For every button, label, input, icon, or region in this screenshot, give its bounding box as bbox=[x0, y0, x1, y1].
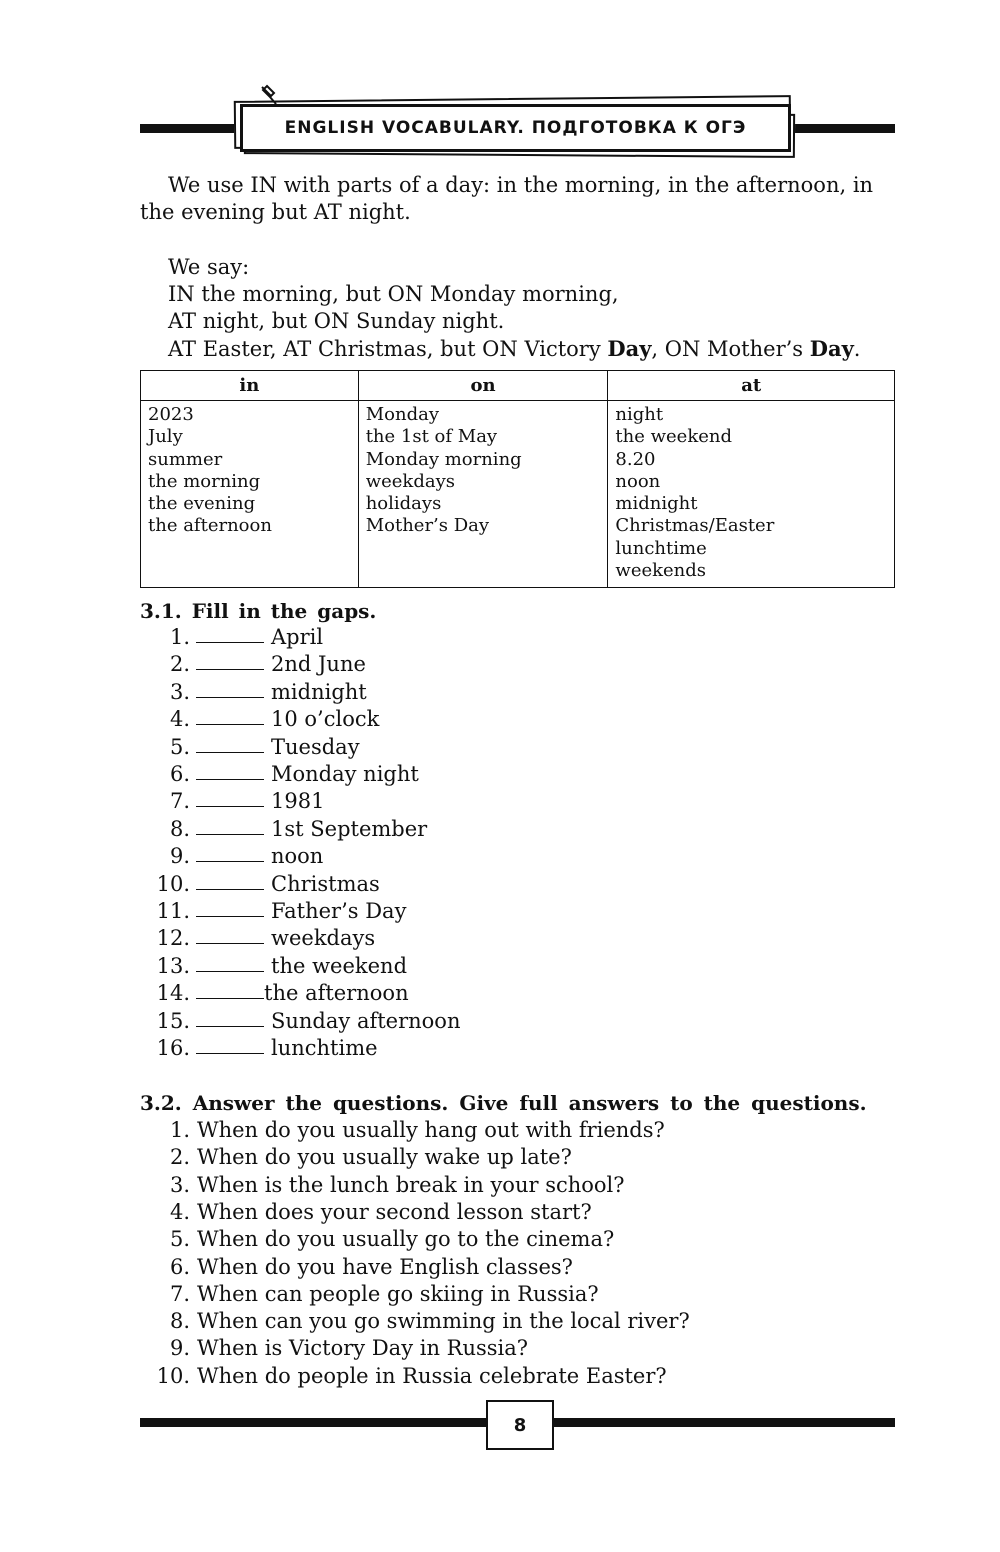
list-item bbox=[140, 1254, 880, 1281]
example-1: IN the morning, but ON Monday morning, bbox=[168, 282, 619, 306]
pushpin-icon bbox=[258, 84, 282, 108]
exercise-1-title: 3.1. Fill in the gaps. bbox=[140, 599, 377, 623]
table-cell: lunchtime bbox=[615, 537, 707, 559]
item-number: 5. bbox=[169, 1227, 190, 1252]
answer-blank[interactable] bbox=[196, 697, 264, 698]
header-title: ENGLISH VOCABULARY. ПОДГОТОВКА К ОГЭ bbox=[284, 118, 747, 138]
answer-blank[interactable] bbox=[196, 1026, 264, 1027]
item-text: noon bbox=[271, 844, 324, 869]
header-rule-right bbox=[785, 124, 895, 133]
list-item bbox=[140, 1035, 640, 1062]
example-2: AT night, but ON Sunday night. bbox=[168, 309, 505, 333]
item-text: When is the lunch break in your school? bbox=[197, 1172, 625, 1197]
list-item bbox=[140, 1172, 880, 1199]
item-number: 1. bbox=[169, 1118, 190, 1142]
answer-blank[interactable] bbox=[196, 669, 264, 670]
list-item bbox=[140, 871, 640, 898]
table-cell: noon bbox=[615, 470, 661, 492]
list-item bbox=[140, 953, 640, 980]
item-text: weekdays bbox=[271, 926, 376, 951]
example-3-part-a: AT Easter, AT Christmas, but ON Victory bbox=[168, 337, 608, 361]
header-banner bbox=[240, 104, 791, 152]
item-number: 15. bbox=[156, 1008, 190, 1033]
table-cell: the weekend bbox=[615, 426, 732, 448]
table-cell: 8.20 bbox=[615, 448, 656, 470]
exercise-2-list bbox=[140, 1117, 880, 1397]
item-text: midnight bbox=[271, 679, 367, 704]
exercise-1-list bbox=[140, 624, 640, 1064]
item-text: Sunday afternoon bbox=[271, 1008, 461, 1033]
answer-blank[interactable] bbox=[196, 916, 264, 917]
list-item bbox=[140, 980, 640, 1007]
answer-blank[interactable] bbox=[196, 752, 264, 753]
list-item bbox=[140, 1308, 880, 1335]
header-rule-left bbox=[140, 124, 240, 133]
answer-blank[interactable] bbox=[196, 779, 264, 780]
table-cell: the 1st of May bbox=[365, 426, 498, 448]
list-item bbox=[140, 1335, 880, 1362]
example-3-period: . bbox=[853, 337, 861, 361]
footer-rule-right bbox=[548, 1418, 895, 1427]
table-cell: July bbox=[148, 426, 183, 448]
answer-blank[interactable] bbox=[196, 861, 264, 862]
table-column-in bbox=[141, 401, 359, 588]
list-item bbox=[140, 624, 640, 651]
list-item bbox=[140, 1144, 880, 1171]
answer-blank[interactable] bbox=[196, 806, 264, 807]
item-number: 4. bbox=[169, 1199, 190, 1224]
example-3-day-2: Day bbox=[809, 336, 854, 361]
table-header-row bbox=[141, 371, 895, 401]
item-number: 11. bbox=[156, 899, 190, 923]
item-text: When do you have English classes? bbox=[197, 1254, 573, 1279]
list-item bbox=[140, 1117, 880, 1144]
item-number: 14. bbox=[156, 981, 190, 1006]
table-header-at: at bbox=[608, 371, 895, 401]
item-number: 9. bbox=[169, 1336, 190, 1361]
example-3-part-c: , ON Mother’s bbox=[651, 337, 810, 361]
item-number: 3. bbox=[169, 679, 190, 704]
item-text: April bbox=[271, 625, 324, 649]
answer-blank[interactable] bbox=[196, 724, 264, 725]
item-text: 1st September bbox=[271, 816, 428, 841]
item-text: the weekend bbox=[271, 953, 408, 978]
item-text: Monday night bbox=[271, 762, 419, 786]
item-number: 2. bbox=[169, 652, 190, 677]
table-column-on bbox=[358, 401, 608, 588]
item-number: 8. bbox=[169, 1309, 190, 1334]
table-cell: midnight bbox=[615, 493, 698, 515]
item-number: 16. bbox=[156, 1036, 190, 1060]
intro-line-1: We use IN with parts of a day: in the morning, in the afternoon, in bbox=[168, 173, 874, 197]
list-item bbox=[140, 925, 640, 952]
item-text: When do people in Russia celebrate Easter? bbox=[197, 1363, 667, 1388]
example-3-day-1: Day bbox=[607, 336, 652, 361]
item-number: 10. bbox=[156, 1363, 190, 1388]
table-cell: summer bbox=[148, 448, 223, 470]
item-number: 3. bbox=[169, 1172, 190, 1197]
item-text: When does your second lesson start? bbox=[197, 1199, 592, 1224]
item-text: Father’s Day bbox=[271, 899, 407, 923]
table-header-on: on bbox=[358, 371, 608, 401]
item-text: When can you go swimming in the local river? bbox=[197, 1309, 690, 1334]
table-cell: Monday bbox=[365, 404, 439, 425]
list-item bbox=[140, 734, 640, 761]
answer-blank[interactable] bbox=[196, 971, 264, 972]
list-item bbox=[140, 706, 640, 733]
item-text: When do you usually hang out with friends? bbox=[197, 1118, 665, 1142]
answer-blank[interactable] bbox=[196, 834, 264, 835]
answer-blank[interactable] bbox=[196, 889, 264, 890]
item-text: When can people go skiing in Russia? bbox=[197, 1281, 599, 1306]
table-cell: Christmas/Easter bbox=[615, 515, 775, 537]
list-item bbox=[140, 651, 640, 678]
list-item bbox=[140, 761, 640, 788]
answer-blank[interactable] bbox=[196, 642, 264, 643]
prepositions-table bbox=[140, 370, 895, 588]
item-text: Tuesday bbox=[271, 734, 360, 759]
list-item bbox=[140, 788, 640, 815]
we-say-label: We say: bbox=[168, 255, 250, 279]
list-item bbox=[140, 1226, 880, 1253]
table-cell: the evening bbox=[148, 493, 256, 515]
item-number: 9. bbox=[169, 844, 190, 869]
item-text: lunchtime bbox=[271, 1036, 378, 1060]
item-text: 2nd June bbox=[271, 652, 366, 677]
item-number: 6. bbox=[169, 762, 190, 786]
intro-line-2: the evening but AT night. bbox=[140, 200, 411, 224]
list-item bbox=[140, 1363, 880, 1390]
item-number: 6. bbox=[169, 1254, 190, 1279]
item-text: Christmas bbox=[271, 871, 380, 896]
table-cell: night bbox=[615, 404, 664, 425]
item-number: 4. bbox=[169, 707, 190, 732]
table-column-at bbox=[608, 401, 895, 588]
list-item bbox=[140, 1008, 640, 1035]
table-cell: Mother’s Day bbox=[365, 515, 490, 537]
exercise-2-title: 3.2. Answer the questions. Give full answers to the questions. bbox=[140, 1091, 867, 1115]
item-number: 10. bbox=[156, 871, 190, 896]
footer-rule-left bbox=[140, 1418, 488, 1427]
table-cell: Monday morning bbox=[365, 448, 522, 470]
list-item bbox=[140, 679, 640, 706]
list-item bbox=[140, 843, 640, 870]
item-number: 13. bbox=[156, 953, 190, 978]
answer-blank[interactable] bbox=[196, 998, 264, 999]
page-number: 8 bbox=[486, 1400, 554, 1450]
item-text: When do you usually go to the cinema? bbox=[197, 1227, 615, 1252]
item-number: 1. bbox=[169, 625, 190, 649]
item-text: 10 o’clock bbox=[271, 707, 380, 732]
list-item bbox=[140, 1199, 880, 1226]
table-cell: the morning bbox=[148, 470, 261, 492]
item-number: 5. bbox=[169, 734, 190, 759]
item-number: 7. bbox=[169, 1281, 190, 1306]
table-cell: the afternoon bbox=[148, 515, 272, 537]
item-number: 12. bbox=[156, 926, 190, 951]
table-cell: 2023 bbox=[148, 404, 194, 425]
item-number: 8. bbox=[169, 816, 190, 841]
answer-blank[interactable] bbox=[196, 943, 264, 944]
item-text: When do you usually wake up late? bbox=[197, 1145, 572, 1170]
table-cell: holidays bbox=[365, 493, 442, 515]
list-item bbox=[140, 816, 640, 843]
item-text: the afternoon bbox=[264, 981, 409, 1006]
example-3 bbox=[168, 335, 860, 363]
item-text: When is Victory Day in Russia? bbox=[197, 1336, 529, 1361]
item-number: 7. bbox=[169, 789, 190, 814]
list-item bbox=[140, 898, 640, 925]
item-text: 1981 bbox=[271, 789, 325, 814]
table-header-in: in bbox=[141, 371, 359, 401]
table-cell: weekdays bbox=[365, 470, 455, 492]
table-cell: weekends bbox=[615, 560, 707, 582]
answer-blank[interactable] bbox=[196, 1053, 264, 1054]
table-body-row bbox=[141, 401, 895, 588]
item-number: 2. bbox=[169, 1145, 190, 1170]
list-item bbox=[140, 1281, 880, 1308]
